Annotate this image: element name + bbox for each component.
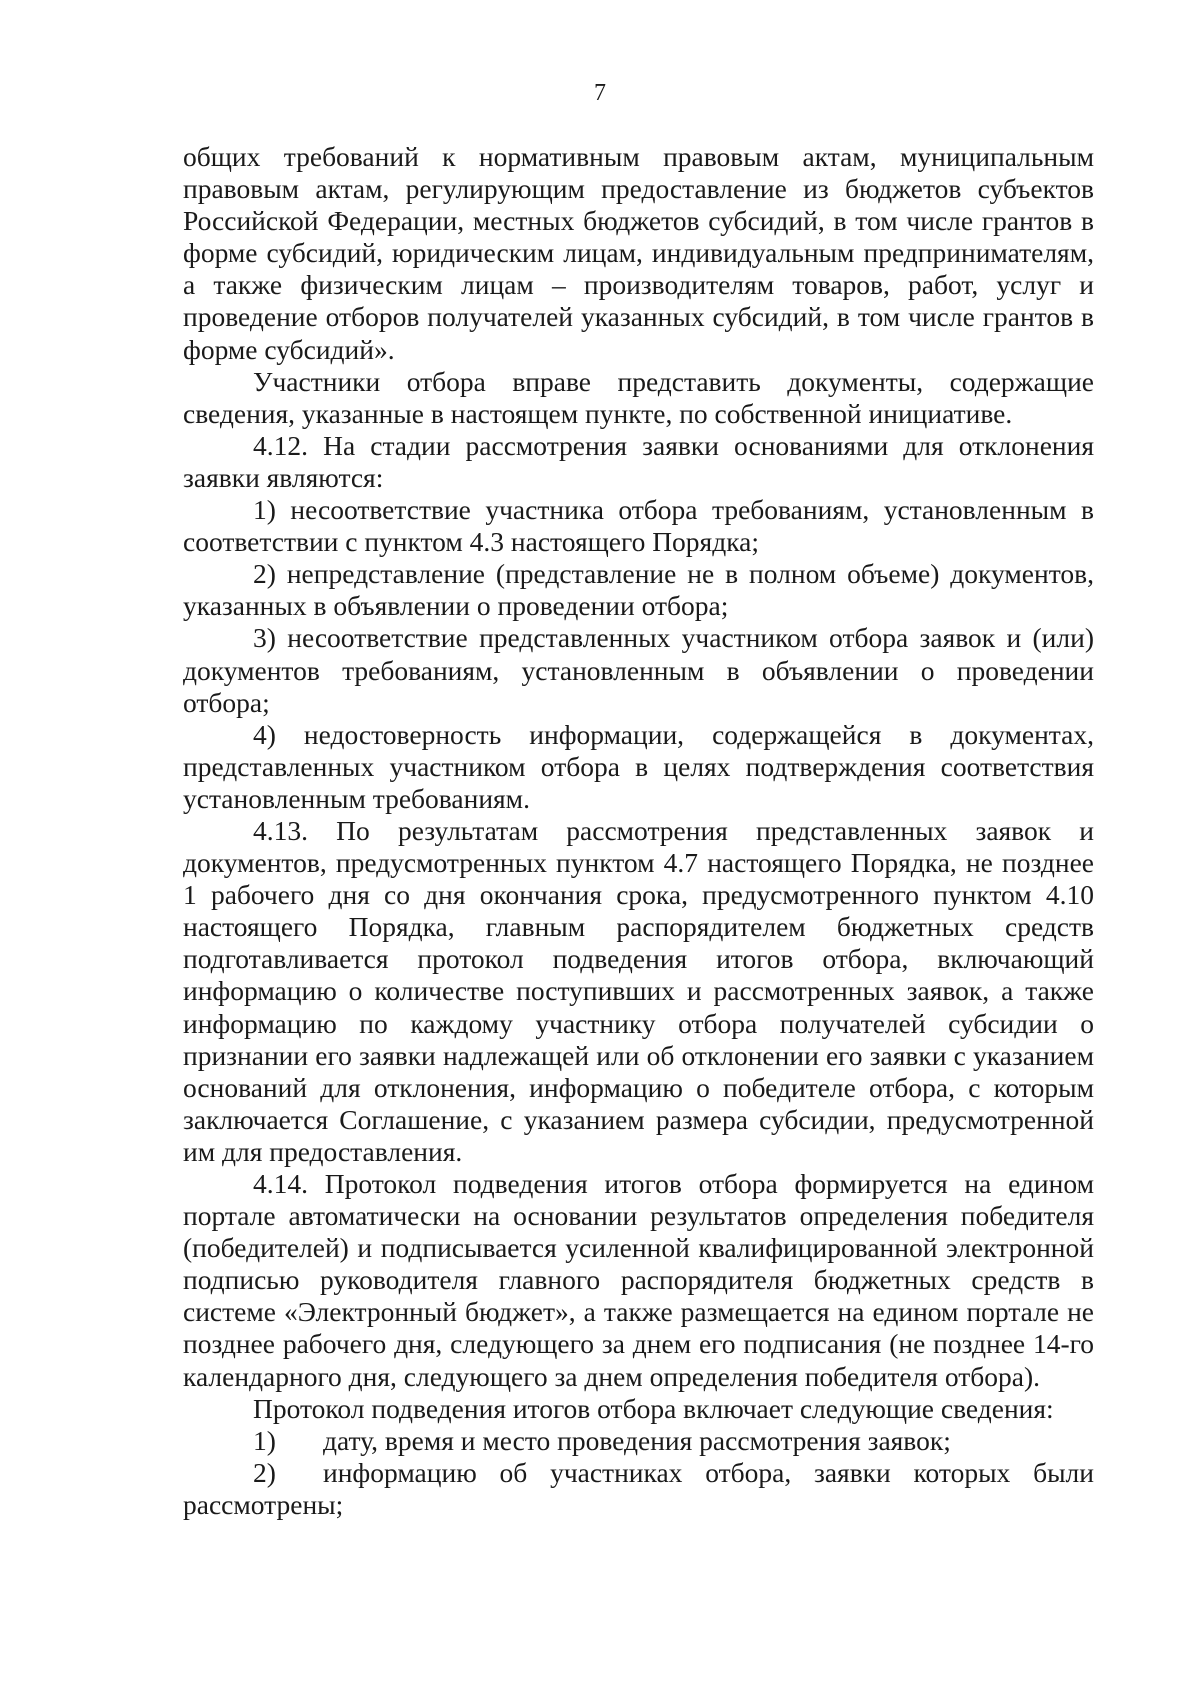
list-item <box>183 1457 1094 1521</box>
list-item-text: дату, время и место проведения рассмотрения заявок; <box>323 1424 951 1456</box>
document-body <box>183 141 1094 1521</box>
list-item-text: информацию об участниках отбора, заявки которых были рассмотрены; <box>183 1456 1094 1520</box>
list-item-number: 1) <box>253 1424 276 1456</box>
paragraph-4-13: 4.13. По результатам рассмотрения представленных заявок и документов, предусмотренных пунктом 4.7 настоящего Порядка, не позднее 1 рабочего дня со дня окончания срока, предусмотренного пунктом 4.10 настоящего Порядка, главным распорядителем бюджетных средств подготавливается протокол подведения итогов отбора, включающий информацию о количестве поступивших и рассмотренных заявок, а также информацию по каждому участнику отбора получателей субсидии о признании его заявки надлежащей или об отклонении его заявки с указанием оснований для отклонения, информацию о победителе отбора, с которым заключается Соглашение, с указанием размера субсидии, предусмотренной им для предоставления. <box>183 814 1094 1167</box>
paragraph-4-12: 4.12. На стадии рассмотрения заявки основаниями для отклонения заявки являются: <box>183 429 1094 493</box>
paragraph-4-12-item-3: 3) несоответствие представленных участником отбора заявок и (или) документов требованиям, установленным в объявлении о проведении отбора; <box>183 622 1094 718</box>
paragraph-4-12-item-1: 1) несоответствие участника отбора требованиям, установленным в соответствии с пунктом 4.3 настоящего Порядка; <box>183 494 1094 558</box>
list-item <box>183 1425 1094 1457</box>
paragraph-4-12-item-2: 2) непредставление (представление не в полном объеме) документов, указанных в объявлении о проведении отбора; <box>183 558 1094 622</box>
paragraph-4-14: 4.14. Протокол подведения итогов отбора формируется на едином портале автоматически на основании результатов определения победителя (победителей) и подписывается усиленной квалифицированной электронной подписью руководителя главного распорядителя бюджетных средств в системе «Электронный бюджет», а также размещается на едином портале не позднее рабочего дня, следующего за днем его подписания (не позднее 14-го календарного дня, следующего за днем определения победителя отбора). <box>183 1168 1094 1392</box>
paragraph-protocol-contents: Протокол подведения итогов отбора включает следующие сведения: <box>253 1392 1054 1424</box>
paragraph-participants-right: Участники отбора вправе представить документы, содержащие сведения, указанные в настоящем пункте, по собственной инициативе. <box>183 365 1094 429</box>
paragraph-4-12-item-4: 4) недостоверность информации, содержащейся в документах, представленных участником отбора в целях подтверждения соответствия установленным требованиям. <box>183 718 1094 814</box>
page-number: 7 <box>594 80 606 106</box>
list-item-number: 2) <box>253 1456 276 1488</box>
paragraph-continuation: общих требований к нормативным правовым актам, муниципальным правовым актам, регулирующим предоставление из бюджетов субъектов Российской Федерации, местных бюджетов субсидий, в том числе грантов в форме субсидий, юридическим лицам, индивидуальным предпринимателям, а также физическим лицам – производителям товаров, работ, услуг и проведение отборов получателей указанных субсидий, в том числе грантов в форме субсидий». <box>183 141 1094 365</box>
